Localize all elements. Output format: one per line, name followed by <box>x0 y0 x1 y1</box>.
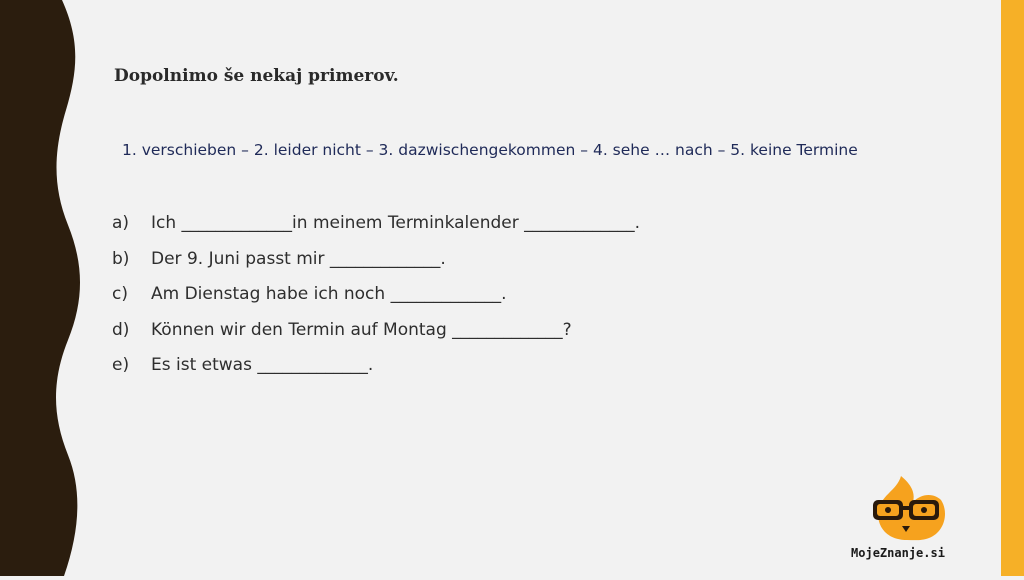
exercise-item <box>112 244 640 280</box>
exercise-text: Ich _____________in meinem Terminkalender _____________. <box>151 213 641 233</box>
glasses-flame-icon <box>869 472 949 544</box>
exercise-item <box>112 350 640 386</box>
exercise-text: Es ist etwas _____________. <box>151 355 374 375</box>
answer-key: 1. verschieben – 2. leider nicht – 3. dazwischengekommen – 4. sehe … nach – 5. keine Termine <box>122 141 858 159</box>
exercise-marker: a) <box>112 213 130 233</box>
exercise-marker: b) <box>112 248 130 269</box>
exercise-heading: Dopolnimo še nekaj primerov. <box>114 66 399 86</box>
exercise-marker: c) <box>112 284 128 304</box>
exercise-item <box>112 315 640 351</box>
decorative-wavy-band <box>0 0 110 576</box>
wavy-edge-shape <box>0 0 110 576</box>
exercise-text: Der 9. Juni passt mir _____________. <box>151 248 446 269</box>
mojeznanje-logo <box>833 472 963 567</box>
exercise-item <box>112 279 640 315</box>
exercise-marker: e) <box>112 355 130 375</box>
exercise-item <box>112 208 640 244</box>
accent-bar <box>1001 0 1024 576</box>
logo-text: MojeZnanje.si <box>851 546 945 560</box>
exercise-marker: d) <box>112 319 130 340</box>
exercise-text: Am Dienstag habe ich noch _____________. <box>151 284 507 304</box>
exercise-text: Können wir den Termin auf Montag _____________? <box>151 319 572 340</box>
exercise-list <box>112 208 640 386</box>
